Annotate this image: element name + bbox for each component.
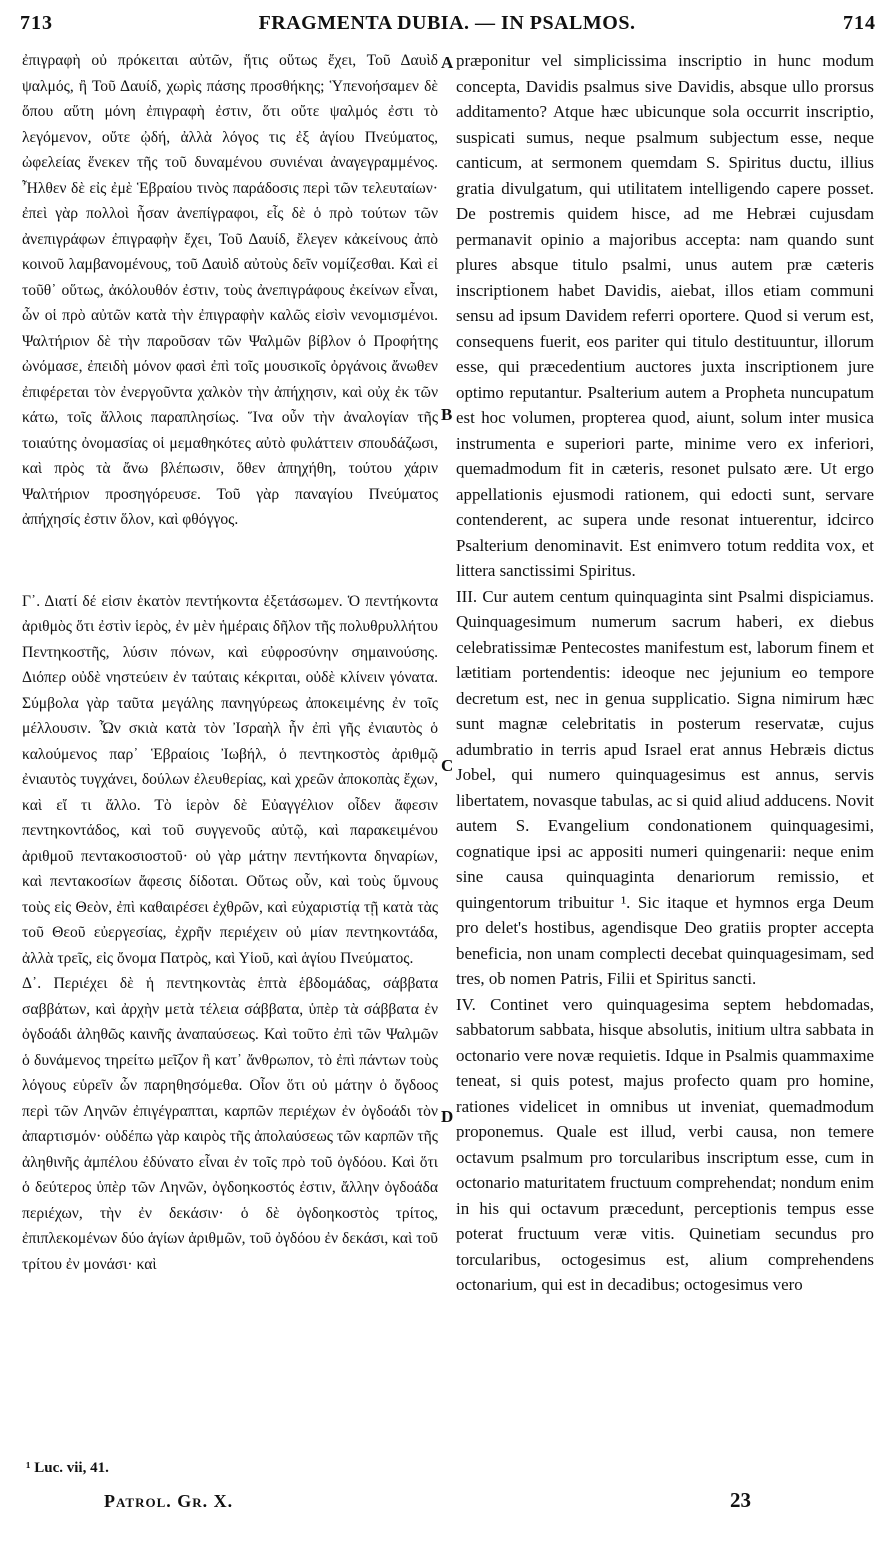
signature-number: 23: [730, 1488, 751, 1512]
signature-text: Patrol. Gr. X.: [104, 1491, 234, 1511]
greek-paragraph: Δ᾽. Περιέχει δὲ ἡ πεντηκοντὰς ἑπτὰ ἑβδομάδας, σάββατα σαββάτων, καὶ ἀρχὴν μετὰ τέλεια σάββατα, ὑπὲρ τὰ σάββατα ἐν ὀγδοάδι ἀληθῶς καινῆς ἀναπαύσεως. Καὶ τοῦτο ἐπὶ τῶν Ψαλμῶν ὁ δυνάμενος τηρείτω μεῖζον ἢ κατ᾽ ἄνθρωπον, τὸ ἐπὶ πάντων τοὺς λόγους εὑρεῖν ὧν παρηθησόμεθα. Οἷον ὅτι οὐ μάτην ὁ ὄγδοος περὶ τῶν Ληνῶν ἐπιγέγραπται, καρπῶν περιέχων ἐν ὀγδοάδι τὸν ἀπαρτισμόν· οὐδέπω γὰρ καιρὸς τῆς ἀπολαύσεως τῶν καρπῶν τῆς ἀληθινῆς ἀμπέλου ἐδύνατο εἶναι ἐν τοῖς πρὸ τοῦ ὀγδόου. Καὶ ὅτι ὁ δεύτερος ὑπὲρ τῶν Ληνῶν, ὀγδοηκοστός ἐστιν, ἄλλην ὀγδοάδα περιέχων, τὴν ἐν δεκάσιν· ὁ δὲ ὀγδοηκοστὸς τρίτος, ἐπιπλεκομένων δύο ἁγίων ἀριθμῶν, τοῦ ὀγδόου ἐν δεκάσι, καὶ τοῦ τρίτου ἐν μονάσι· καὶ: [22, 975, 438, 1273]
page-header: [0, 12, 894, 46]
greek-column: [22, 48, 438, 1448]
right-page-number: 714: [843, 12, 876, 34]
running-title: FRAGMENTA DUBIA. — IN PSALMOS.: [258, 12, 636, 34]
left-page-number: 713: [20, 12, 53, 34]
latin-paragraph: præponitur vel simplicissima inscriptio in hunc modum concepta, Davidis psalmus sive Davidis, absque ullo prorsus additamento? Atque hæc ubicunque sola occurrit inscriptio, suspicati sumus, neque psalmum subjectum esse, neque canticum, at sermonem quemdam S. Spiritus ductu, illius gratia divulgatum, qui utilitatem intelligendo capere posset. De postremis quidem hisce, ad me Hebræi cujusdam permanavit opinio a majoribus accepta: nam quando sunt plures absque titulo psalmi, unus autem præ cæteris inscriptionem habet Davidis, aiebat, illos etiam communi sensu ad ipsum Davidem referri oportere. Quod si verum est, consequens fuerit, eos pariter qui titulo destituuntur, illorum esse, qui præcedentium auctores juxta inscriptionem jure optimo reputantur. Psalterium autem a Propheta nuncupatum est hoc volumen, propterea quod, aiunt, solum inter musica instrumenta e superiori parte, minime vero ex inferiori, quemadmodum fit in cæteris, resonet pulsato ære. Ut ergo appellationis ejusmodi rationem, qui edocti sunt, servare contenderent, ac supera unde resonat intuerentur, idcirco Psalterium denominavit. Est enimvero totum reddita vox, et littera sanctissimi Spiritus.: [456, 51, 874, 580]
margin-marker-d: D: [441, 1107, 454, 1126]
paragraph-gap: [22, 533, 438, 589]
greek-paragraph: Γ᾽. Διατί δέ εἰσιν ἑκατὸν πεντήκοντα ἐξετάσωμεν. Ὁ πεντήκοντα ἀριθμὸς ὅτι ἐστὶν ἱερὸς, ἐν μὲν ἡμέραις δῆλον τῆς πολυθρυλλήτου Πεντηκοστῆς, λύσιν πόνων, καὶ εὐφροσύνην σημαινούσης. Διόπερ οὐδὲ νηστεύειν ἐν ταύταις κέκριται, οὐδὲ κλίνειν γόνατα. Σύμβολα γὰρ ταῦτα μεγάλης πανηγύρεως ἀποκειμένης ἐν τοῖς μέλλουσιν. Ὧν σκιὰ κατὰ τὸν Ἰσραὴλ ἦν ἐπὶ γῆς ἐνιαυτὸς ὁ καλούμενος παρ᾽ Ἑβραίοις Ἰωβήλ, ὁ πεντηκοστὸς ἀριθμῷ ἐνιαυτὸς τυγχάνει, δούλων ἐλευθερίας, καὶ χρεῶν ἀποκοπὰς ἔχων, καὶ εἴ τι ἄλλο. Τὸ ἱερὸν δὲ Εὐαγγέλιον οἶδεν ἄφεσιν πεντηκοντάδος, καὶ τοῦ συγγενοῦς αὐτῷ, καὶ παρακειμένου ἀριθμοῦ πεντακοσιοστοῦ· οὐ γὰρ μάτην πεντήκοντα δηναρίων, καὶ πεντακοσίων ἄφεσις δίδοται. Οὕτως οὖν, καὶ τοὺς ὕμνους τοὺς εἰς Θεὸν, ἐπὶ καθαιρέσει ἐχθρῶν, καὶ εὐχαριστίᾳ τῇ κατὰ τὰς τοῦ Θεοῦ εὐεργεσίας, ἐχρῆν περιέχειν οὐ μίαν πεντηκοντάδα, ἀλλὰ τρεῖς, εἰς ὄνομα Πατρὸς, καὶ Υἱοῦ, καὶ ἁγίου Πνεύματος.: [22, 592, 438, 967]
margin-marker-a: A: [441, 53, 454, 72]
margin-marker-c: C: [441, 756, 454, 775]
footnote: ¹ Luc. vii, 41.: [26, 1460, 109, 1476]
latin-paragraph: IV. Continet vero quinquagesima septem hebdomadas, sabbatorum sabbata, hisque absolutis, initium ultra sabbata in octonario vere novæ requietis. Idque in Psalmis quammaxime teneat, si quis potest, majus profecto quam pro homine, rationes videlicet in omnibus ut inveniat, quemadmodum proponemus. Quale est illud, verbi causa, non temere octavum psalmum pro torcularibus inscriptum esse, cum in octonario maturitatem fructuum comprehendat; nondum enim in his qui octavum præcedunt, perceptionis tempus esse poterat fructuum veræ vitis. Quinetiam secundus pro torcularibus, octogesimus est, alium comprehendens octonarium, qui est in decadibus; octogesimus vero: [456, 994, 874, 1294]
signature-label: [104, 1491, 233, 1512]
margin-marker-b: B: [441, 405, 453, 424]
latin-paragraph: III. Cur autem centum quinquaginta sint Psalmi dispiciamus. Quinquagesimum numerum sacrum haberi, ex diebus celebratissimæ Pentecostes manifestum est, laborum finem et lætitiam portendentis: ideoque nec jejunium eo tempore decretum est, nec in genua supplicatio. Signa nimirum hæc sunt magnæ celebritatis in posterum reservatæ, cujus adumbratio in terris apud Israel erat annus Hebræis dictus Jobel, qui numero quinquagesimus est annus, servis libertatem, novasque tabulas, ac si quid aliud adducens. Novit autem S. Evangelium condonationem quinquagesimi, cognatique ipsi ac appositi numeri quingenarii: neque enim sine causa quinquaginta denariorum remissio, et quingentorum tribuitur ¹. Sic itaque et hymnos erga Deum pro delet's hostibus, agendisque Deo gratiis propter accepta beneficia, non unam complecti decebat quinquagesimam, sed tres, ob nomen Patris, Filii et Spiritus sancti.: [456, 586, 874, 988]
greek-paragraph: ἐπιγραφὴ οὐ πρόκειται αὐτῶν, ἥτις οὕτως ἔχει, Τοῦ Δαυὶδ ψαλμός, ἢ Τοῦ Δαυίδ, χωρὶς πάσης προσθήκης; Ὑπενοήσαμεν δὲ ὅπου αὕτη μόνη ἐπιγραφὴ ἐστιν, ὅτι οὔτε ψαλμός ἐστι τὸ λεγόμενον, οὔτε ᾠδή, ἀλλὰ λόγος τις ἐξ ἁγίου Πνεύματος, ὠφελείας ἕνεκεν τῆς τοῦ δυναμένου συνιέναι ἀναγεγραμμένος. Ἦλθεν δὲ εἰς ἐμὲ Ἑβραίου τινὸς παράδοσις περὶ τῶν τελευταίων· ἐπεὶ γὰρ πολλοὶ ἦσαν ἀνεπίγραφοι, εἷς δὲ ὁ πρὸ τούτων τῶν ἀνεπιγράφων ἐπιγραφὴν ἔχει, Τοῦ Δαυίδ, ἔλεγεν κἀκείνους ἀπὸ κοινοῦ λαμβανομένους, τοῦ Δαυὶδ αὐτοὺς δεῖν νομίζεσθαι. Καὶ εἰ τοῦθ᾽ οὕτως, ἀκόλουθόν ἐστιν, τοὺς ἀνεπιγράφους ἐκείνων εἶναι, ὧν οἱ πρὸ αὐτῶν κατὰ τὴν ἐπιγραφὴν καλῶς εἰσὶν νενομισμένοι. Ψαλτήριον δὲ τὴν παροῦσαν τῶν Ψαλμῶν βίβλον ὁ Προφήτης ὠνόμασε, ἐπειδὴ μόνον φασὶ ἐπὶ τοῖς μουσικοῖς ὀργάνοις ἄνωθεν ἐπιφέρεται τὸν ἐνεργοῦντα χαλκὸν τὴν ἀπήχησιν, καὶ οὐχ ἐκ τῶν κάτω, τοῖς ἄλλοις παραπλησίως. Ἵνα οὖν τὴν ἀναλογίαν τῆς τοιαύτης ὀνομασίας οἱ μεμαθηκότες αὐτὸ φυλάττειν σπουδάζωσι, καὶ πρὸς τὰ ἄνω βλέπωσιν, ὅθεν ἀπηχήθη, τούτου χάριν Ψαλτήριον προσηγόρευσε. Τοῦ γὰρ παναγίου Πνεύματος ἀπήχησίς ἐστιν ὅλον, καὶ φθόγγος.: [22, 52, 438, 528]
latin-column: [456, 48, 874, 1448]
